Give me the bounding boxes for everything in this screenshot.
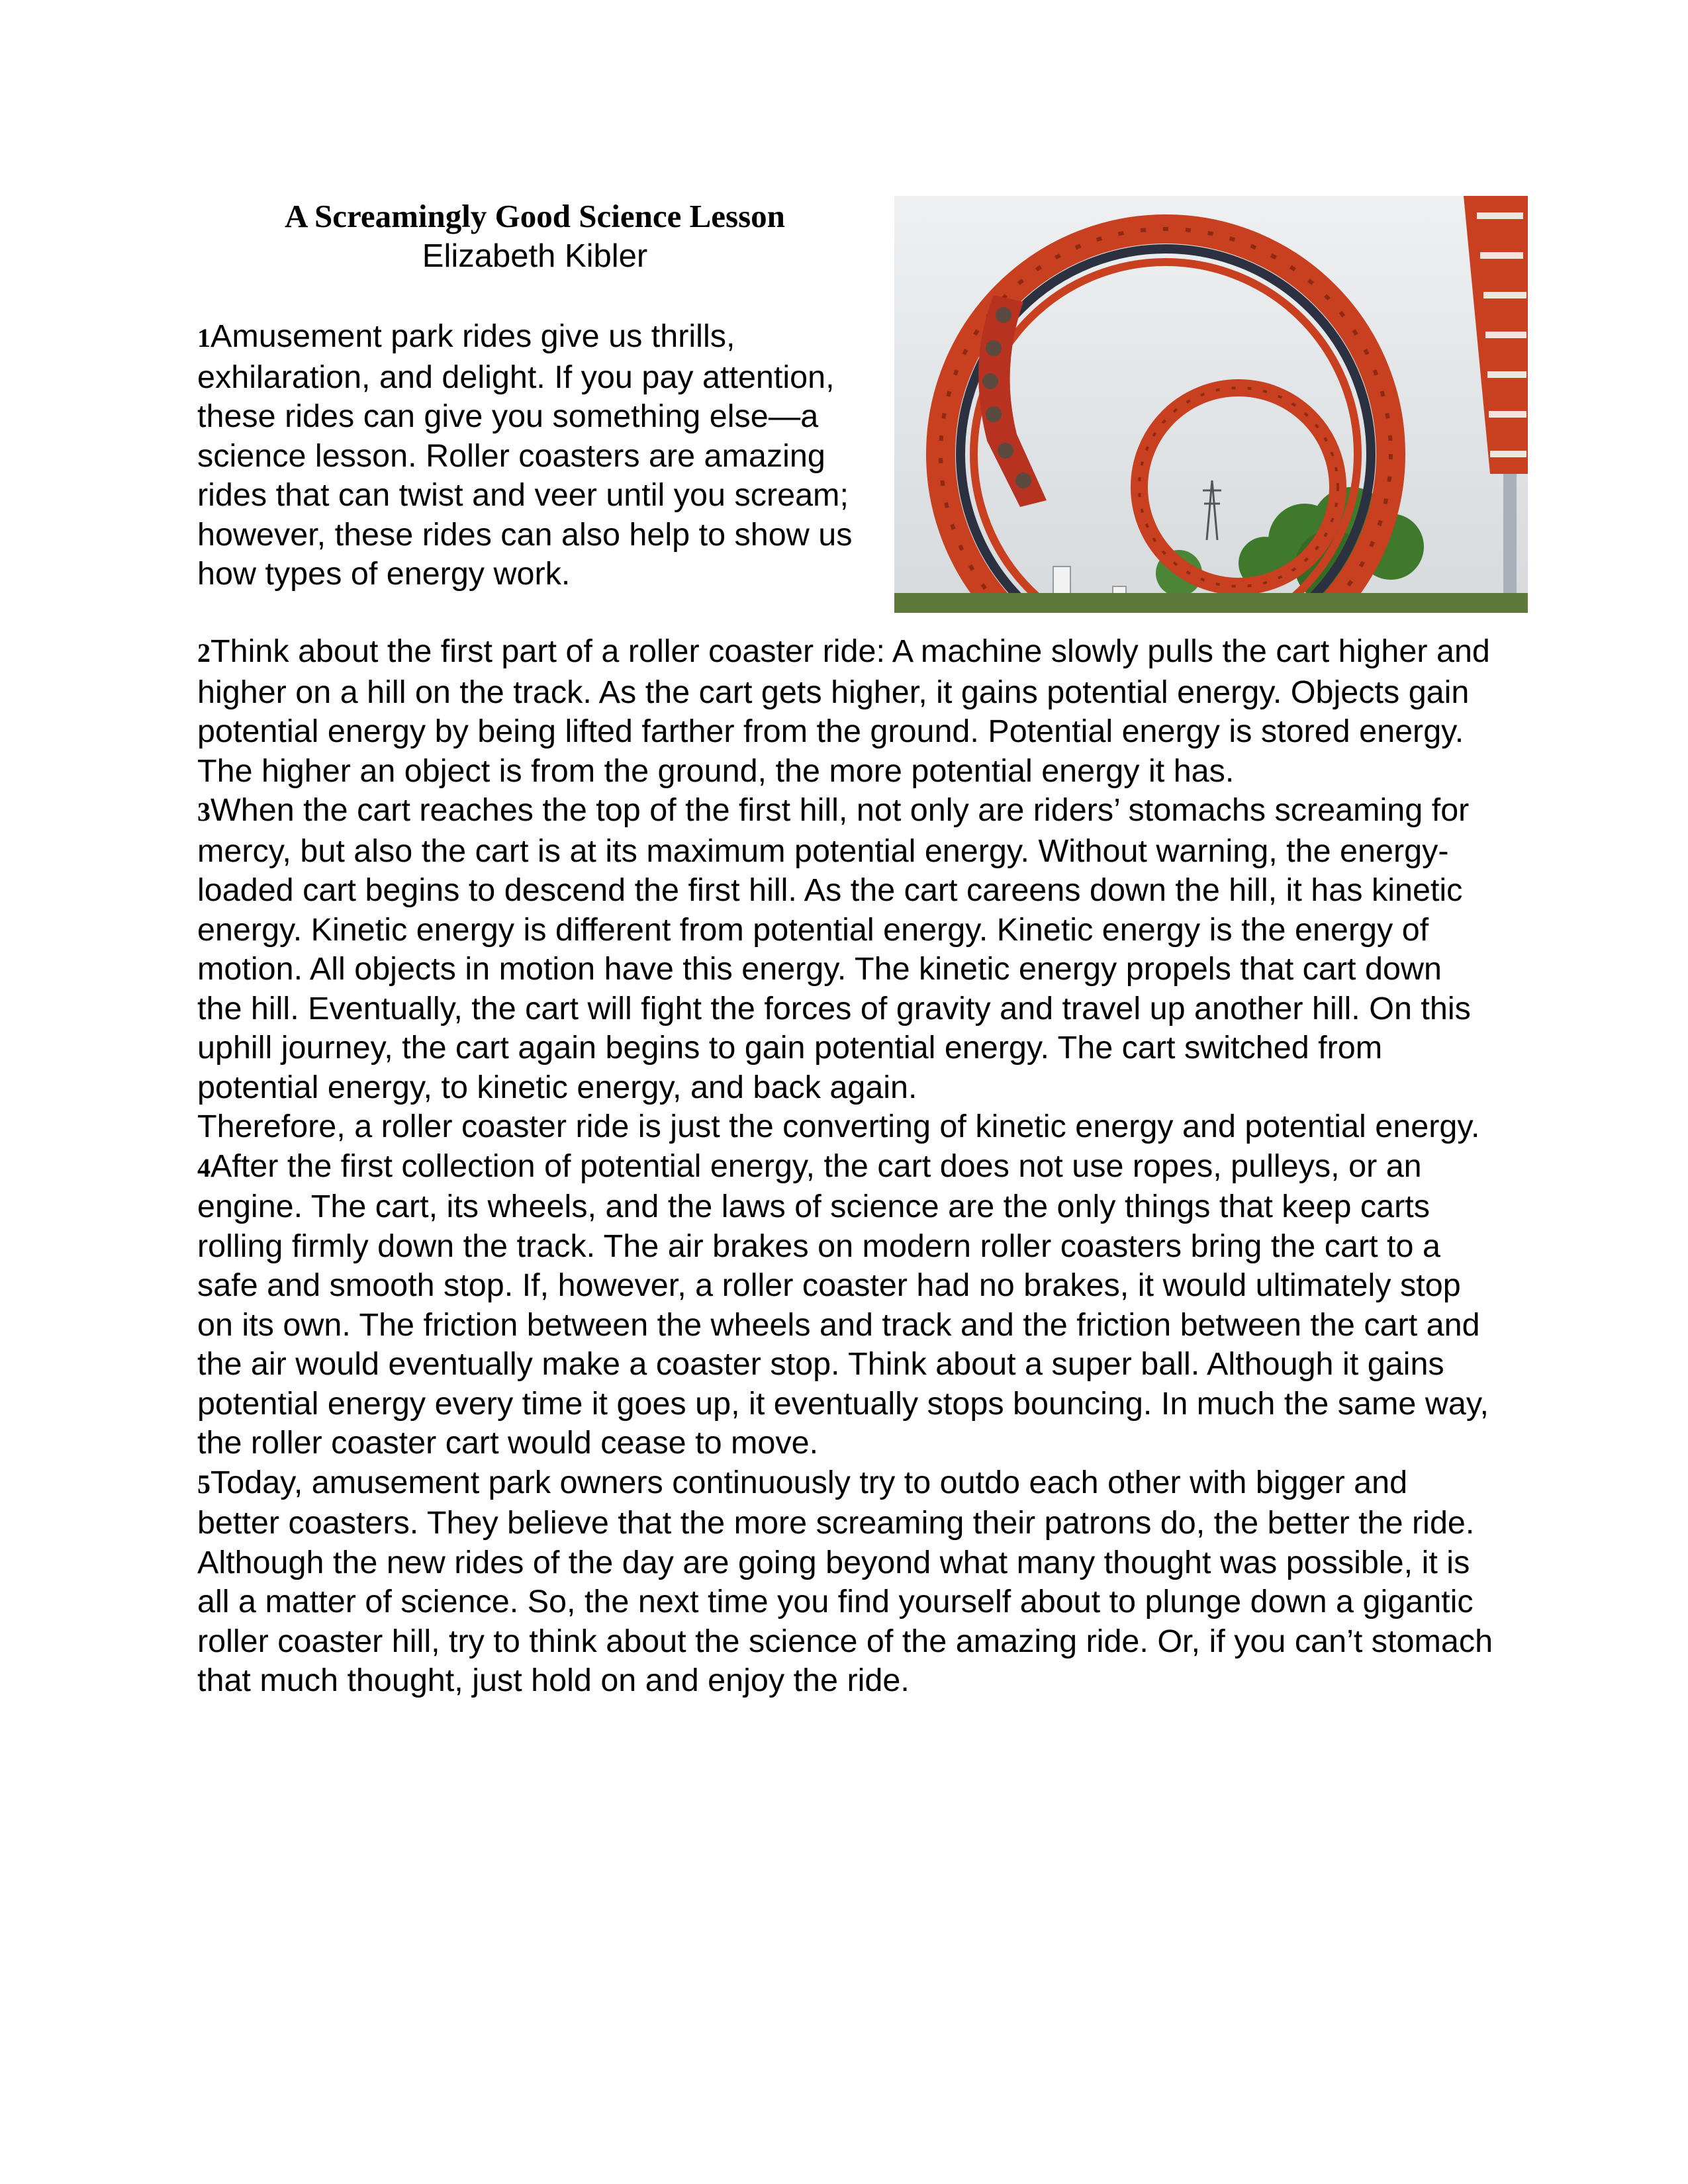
- roller-coaster-photo: [894, 196, 1528, 613]
- paragraph-2: [197, 632, 1495, 791]
- paragraph-number: 5: [197, 1469, 211, 1499]
- document-author: Elizabeth Kibler: [422, 238, 648, 274]
- paragraph-text: When the cart reaches the top of the first hill, not only are riders’ stomachs screaming for mercy, but also the cart is at its maximum potential energy. Without warning, the energy-loaded cart begins to descend the first hill. As the cart careens down the hill, it has kinetic energy. Kinetic energy is different from potential energy. Kinetic energy is the energy of motion. All objects in motion have this energy. The kinetic energy propels that cart down the hill. Eventually, the cart will fight the forces of gravity and travel up another hill. On this uphill journey, the cart again begins to gain potential energy. The cart switched from potential energy, to kinetic energy, and back again.: [197, 792, 1471, 1105]
- paragraph-3-continued: [197, 1107, 1495, 1147]
- paragraph-number: 2: [197, 638, 211, 668]
- paragraph-text: Today, amusement park owners continuously try to outdo each other with bigger and better coasters. They believe that the more screaming their patrons do, the better the ride. Although the new rides of the day are going beyond what many thought was possible, it is all a matter of science. So, the next time you find yourself about to plunge down a gigantic roller coaster hill, try to think about the science of the amazing ride. Or, if you can’t stomach that much thought, just hold on and enjoy the ride.: [197, 1464, 1493, 1698]
- paragraph-number: 4: [197, 1152, 211, 1183]
- paragraph-text: Therefore, a roller coaster ride is just the converting of kinetic energy and potential energy.: [197, 1109, 1480, 1144]
- article-body: [197, 632, 1495, 1701]
- paragraph-number: 1: [197, 323, 211, 353]
- paragraph-text: Amusement park rides give us thrills, exhilaration, and delight. If you pay attention, these rides can give you something else—a science lesson. Roller coasters are amazing rides that can twist and veer until you scream; however, these rides can also help to show us how types of energy work.: [197, 318, 853, 592]
- paragraph-text: Think about the first part of a roller coaster ride: A machine slowly pulls the cart higher and higher on a hill on the track. As the cart gets higher, it gains potential energy. Objects gain potential energy by being lifted farther from the ground. Potential energy is stored energy. The higher an object is from the ground, the more potential energy it has.: [197, 633, 1490, 789]
- paragraph-5: [197, 1463, 1495, 1701]
- paragraph-1: [197, 317, 859, 594]
- paragraph-number: 3: [197, 797, 211, 827]
- document-title: A Screamingly Good Science Lesson: [285, 198, 785, 234]
- paragraph-4: [197, 1147, 1495, 1463]
- paragraph-text: After the first collection of potential energy, the cart does not use ropes, pulleys, or an engine. The cart, its wheels, and the laws of science are the only things that keep carts rolling firmly down the track. The air brakes on modern roller coasters bring the cart to a safe and smooth stop. If, however, a roller coaster had no brakes, it would ultimately stop on its own. The friction between the wheels and track and the friction between the cart and the air would eventually make a coaster stop. Think about a super ball. Although it gains potential energy every time it goes up, it eventually stops bouncing. In much the same way, the roller coaster cart would cease to move.: [197, 1148, 1489, 1461]
- paragraph-3: [197, 791, 1495, 1107]
